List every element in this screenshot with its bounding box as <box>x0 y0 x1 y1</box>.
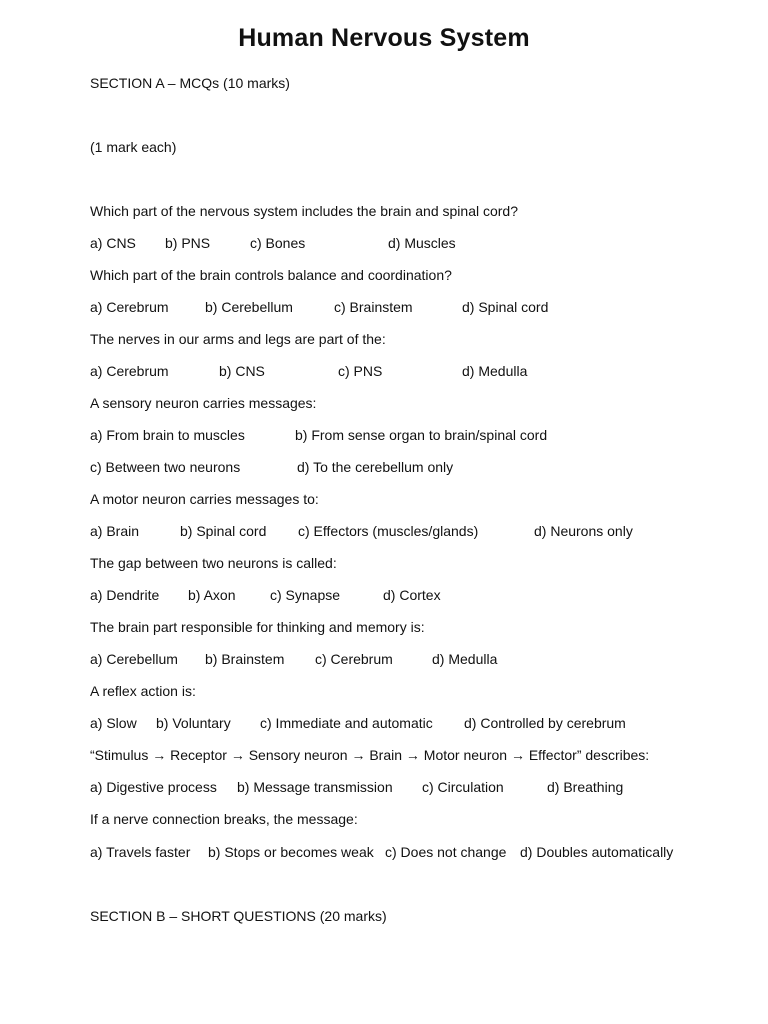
option-b: b) Spinal cord <box>180 523 267 539</box>
option-c: c) Cerebrum <box>315 651 393 667</box>
option-a: a) Travels faster <box>90 844 191 860</box>
option-a: a) CNS <box>90 235 136 251</box>
question-10-text: If a nerve connection breaks, the message: <box>90 811 358 827</box>
question-2-text: Which part of the brain controls balance and coordination? <box>90 267 452 283</box>
option-a: a) Brain <box>90 523 140 539</box>
option-a: a) Dendrite <box>90 587 160 603</box>
option-a: a) Cerebellum <box>90 651 178 667</box>
option-c: c) Synapse <box>270 587 341 603</box>
option-c: c) Does not change <box>385 844 507 860</box>
option-a: a) From brain to muscles <box>90 427 245 443</box>
option-c: c) PNS <box>338 363 383 379</box>
option-d: d) Breathing <box>547 779 624 795</box>
question-1-text: Which part of the nervous system includes the brain and spinal cord? <box>90 203 519 219</box>
question-7-text: The brain part responsible for thinking and memory is: <box>90 619 425 635</box>
question-5-text: A motor neuron carries messages to: <box>90 491 319 507</box>
option-c: c) Bones <box>250 235 306 251</box>
option-d: d) Medulla <box>432 651 498 667</box>
option-c: c) Between two neurons <box>90 459 241 475</box>
option-c: c) Brainstem <box>334 299 413 315</box>
option-d: d) Controlled by cerebrum <box>464 715 626 731</box>
option-b: b) Axon <box>188 587 236 603</box>
option-b: b) From sense organ to brain/spinal cord <box>295 427 548 443</box>
option-d: d) Doubles automatically <box>520 844 674 860</box>
option-b: b) Stops or becomes weak <box>208 844 374 860</box>
option-d: d) Muscles <box>388 235 456 251</box>
option-c: c) Effectors (muscles/glands) <box>298 523 479 539</box>
option-b: b) PNS <box>165 235 211 251</box>
option-c: c) Immediate and automatic <box>260 715 433 731</box>
option-d: d) Neurons only <box>534 523 633 539</box>
option-b: b) Brainstem <box>205 651 285 667</box>
option-a: a) Cerebrum <box>90 363 169 379</box>
question-8-text: A reflex action is: <box>90 683 196 699</box>
section-b-heading: SECTION B – SHORT QUESTIONS (20 marks) <box>90 908 387 924</box>
option-b: b) Message transmission <box>237 779 393 795</box>
question-3-text: The nerves in our arms and legs are part of the: <box>90 331 386 347</box>
question-4-text: A sensory neuron carries messages: <box>90 395 317 411</box>
page-title: Human Nervous System <box>238 24 530 52</box>
section-a-note: (1 mark each) <box>90 139 177 155</box>
option-c: c) Circulation <box>422 779 504 795</box>
option-b: b) CNS <box>219 363 265 379</box>
section-a-heading: SECTION A – MCQs (10 marks) <box>90 75 290 91</box>
option-d: d) Spinal cord <box>462 299 549 315</box>
option-d: d) Cortex <box>383 587 441 603</box>
option-b: b) Voluntary <box>156 715 231 731</box>
option-b: b) Cerebellum <box>205 299 293 315</box>
question-6-text: The gap between two neurons is called: <box>90 555 337 571</box>
question-9-text: “Stimulus → Receptor → Sensory neuron → Brain → Motor neuron → Effector” describes: <box>90 747 650 763</box>
option-d: d) Medulla <box>462 363 528 379</box>
option-a: a) Cerebrum <box>90 299 169 315</box>
option-a: a) Digestive process <box>90 779 217 795</box>
option-d: d) To the cerebellum only <box>297 459 454 475</box>
option-a: a) Slow <box>90 715 137 731</box>
